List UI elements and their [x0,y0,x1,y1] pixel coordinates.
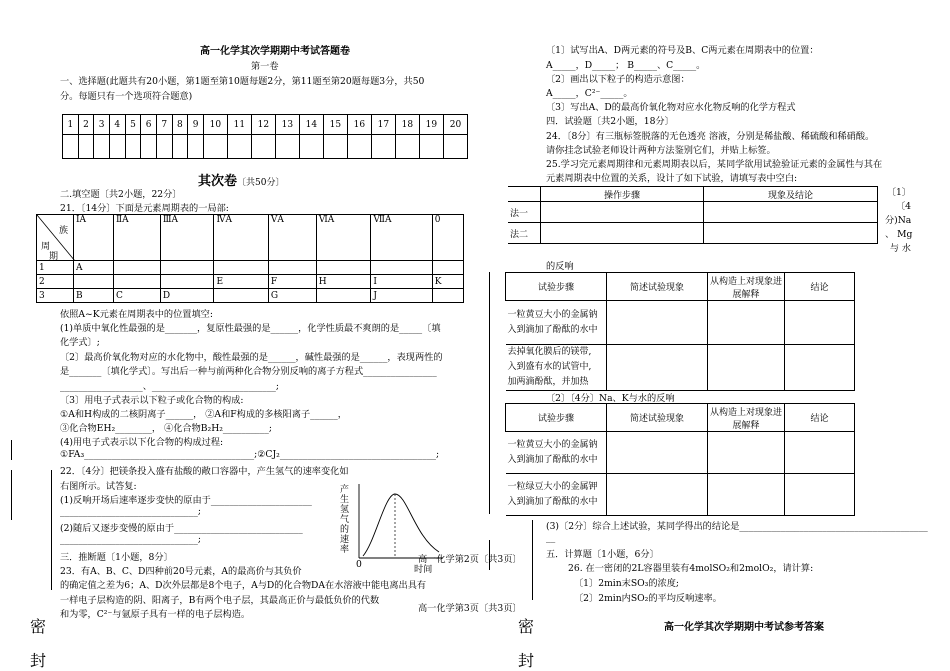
fill-line-19: 和为零，C²⁻与氩原子具有一样的电子层构造。 [60,609,251,620]
binding-mark [11,440,12,460]
group-header: ⅢA [160,215,214,261]
step-cell: 去掉氧化膜后的镁带, 入到盛有水的试管中, 加两滴酚酞，并加热 [506,345,607,391]
answer-cell[interactable] [785,345,855,391]
answer-box[interactable] [141,135,157,159]
table-header-cell: 试验步骤 [506,404,607,432]
binding-mark [489,540,490,570]
graph-x-label: 时间 [414,564,433,575]
method-row-1: 法一 [508,202,541,223]
r-line-8: 请你挂念试验老师设计两种方法鉴别它们，并贴上标签。 [546,145,776,156]
table-header-cell: 简述试验现象 [607,273,708,301]
element-cell: H [316,275,371,289]
element-cell [316,289,371,303]
group-header: ⅡA [114,215,161,261]
group-header: ⅥA [316,215,371,261]
element-cell: J [371,289,432,303]
element-cell [160,261,214,275]
fill-line-4: 〔2〕最高价氧化物对应的水化物中，酸性最强的是______，碱性最强的是______，表现两性的 [60,352,443,363]
binding-mark [532,520,533,600]
answer-number-cell: 14 [299,115,323,135]
answer-box[interactable] [323,135,347,159]
question-25: 25.学习完元素周期律和元素周期表以后，某同学欲用试验验证元素的金属性与其在 [546,159,883,170]
y-label-char: 速 [340,535,350,545]
group-header: ⅠA [74,215,114,261]
section-5-heading: 五．计算题〔1小题，6分〕 [546,549,659,560]
reaction-table-1 [505,272,855,391]
seal-char-3: 密 [518,617,535,636]
graph-y-label [340,485,352,555]
answer-cell[interactable] [607,432,708,474]
answer-box[interactable] [251,135,275,159]
volume-1-label: 第一卷 [251,61,279,72]
y-label-char: 率 [340,545,350,555]
period-number: 1 [37,261,74,275]
group-header: ⅦA [371,215,432,261]
binding-mark [51,470,52,590]
fill-line-15: (2)随后又逐步变慢的原由于____________________________ [60,523,303,534]
fill-line-18: 一样电子层构造的阴、阳离子，B有两个电子层，其最高正价与最低负价的代数 [60,595,380,606]
answer-number-cell: 13 [275,115,299,135]
r-line-11b: __ [546,532,556,543]
fill-line-1: 依照A~K元素在周期表中的位置填空: [60,309,213,320]
group-header: 0 [432,215,463,261]
answer-number-cell: 1 [63,115,79,135]
answer-number-cell: 9 [188,115,204,135]
answer-cell[interactable] [708,432,785,474]
element-cell [114,275,161,289]
side-note-line: 与 水 [889,243,911,254]
side-note-line: 分)Na [885,215,912,226]
side-note-tail: 的反响 [546,261,574,272]
method-row-2: 法二 [508,223,541,244]
r-line-3: 〔2〕画出以下粒子的构造示意图： [546,74,690,85]
method-head-result: 现象及结论 [704,187,878,202]
element-cell [432,261,463,275]
table-header-cell: 从构造上对现象进展解释 [708,404,785,432]
answer-box[interactable] [203,135,227,159]
answer-cell[interactable] [607,345,708,391]
element-cell [74,275,114,289]
element-cell: A [74,261,114,275]
table-header-cell: 结论 [785,404,855,432]
fill-line-7: 〔3〕用电子式表示以下粒子或化合物的构成: [60,395,244,406]
table-header-cell: 结论 [785,273,855,301]
reaction-table-2 [505,403,855,516]
seal-char-4: 封 [518,651,535,670]
answer-key-title: 高一化学其次学期期中考试参考答案 [664,622,824,633]
fill-line-11: ①FA₃_____________________________________;②CJ₂__________________________________; [60,449,440,460]
question-24: 24．〔8分〕有三瓶标签脱落的无色透亮 溶液，分别是稀盐酸、稀硫酸和稀硝酸。 [546,131,875,142]
step-cell: 一粒黄豆大小的金属钠 入到滴加了酚酞的水中 [506,432,607,474]
seal-char-2: 封 [30,651,47,670]
fill-line-3: 化学式〕; [60,337,100,348]
corner-cell: 族 周 期 [37,215,74,261]
answer-cell[interactable] [785,301,855,345]
question-22: 22．〔4分〕把镁条投入盛有盐酸的敞口容器中，产生氢气的速率变化如 [60,466,349,477]
fill-line-12: 右图所示。试答复: [60,481,137,492]
element-cell: G [268,289,316,303]
step-cell: 一粒绿豆大小的金属钾 入到滴加了酚酞的水中 [506,474,607,516]
fill-line-2: (1)单质中氧化性最强的是_______，复原性最强的是______，化学性质最不爽朗的是_____〔填 [60,323,441,334]
fill-line-5: 是_______〔填化学式〕。写出后一种与前两种化合物分别反响的离子方程式________________ [60,366,437,377]
element-cell: D [160,289,214,303]
group-header: ⅤA [268,215,316,261]
method-table [508,186,878,244]
answer-number-cell: 18 [395,115,419,135]
answer-number-cell: 15 [323,115,347,135]
element-cell: C [114,289,161,303]
r-line-14: 〔1〕2min末SO₃的浓度; [574,578,679,589]
period-number: 3 [37,289,74,303]
y-label-char: 气 [340,515,350,525]
element-cell [432,289,463,303]
periodic-table [36,214,464,303]
answer-cell[interactable] [607,474,708,516]
volume-2-label: 其次卷〔共50分〕 [198,174,285,189]
r-line-5: 〔3〕写出A、D的最高价氧化物对应水化物反响的化学方程式 [546,102,796,113]
binding-mark [489,272,490,514]
element-cell: B [74,289,114,303]
seal-char-1: 密 [30,617,47,636]
section-2-heading: 二.填空题〔共2小题，22分〕 [60,189,182,200]
y-label-char: 的 [340,525,350,535]
na-k-caption: 〔2〕〔4分〕Na、K与水的反响 [546,393,675,404]
element-cell [371,261,432,275]
answer-cell[interactable] [708,301,785,345]
element-cell [268,261,316,275]
answer-box[interactable] [125,135,141,159]
r-line-1: 〔1〕试写出A、D两元素的符号及B、C两元素在周期表中的位置： [546,45,819,56]
fill-line-9: ③化合物EH₂________， ④化合物B₂H₂__________; [60,423,272,434]
page-number-2: 高一化学第2页〔共3页〕 [418,554,522,565]
r-line-11: (3)〔2分〕综合上述试验，某同学得出的结论是_________________________________________ [546,521,928,532]
answer-box[interactable] [347,135,371,159]
answer-box[interactable] [94,135,110,159]
table-header-cell: 简述试验现象 [607,404,708,432]
answer-cell[interactable] [708,345,785,391]
answer-number-cell: 8 [172,115,188,135]
answer-box[interactable] [78,135,94,159]
r-line-10: 元素周期表中位置的关系，设计了如下试验，请填写表中空白: [546,173,798,184]
answer-number-cell: 19 [419,115,443,135]
period-number: 2 [37,275,74,289]
fill-line-6: __________________、___________________________; [60,381,280,392]
answer-box[interactable] [395,135,419,159]
answer-box[interactable] [371,135,395,159]
answer-number-cell: 2 [78,115,94,135]
answer-number-cell: 6 [141,115,157,135]
r-line-15: 〔2〕2min内SO₂的平均反响速率。 [574,593,722,604]
y-label-char: 生 [340,495,350,505]
r-line-2: A_____，D_____； B_____、C_____。 [546,60,706,71]
element-cell [160,275,214,289]
y-label-char: 氢 [340,505,350,515]
fill-line-14: ______________________________; [60,506,201,517]
group-header: ⅣA [214,215,268,261]
element-cell [214,289,268,303]
answer-number-cell: 20 [443,115,467,135]
fill-line-17: 的确定值之差为6；A、D次外层都是8个电子，A与D的化合物DA在水溶液中能电离出具有 [60,580,427,591]
question-26: 26. 在一密闭的2L容器里装有4molSO₂和2molO₂，请计算: [568,563,814,574]
answer-box[interactable] [188,135,204,159]
element-cell [214,261,268,275]
fill-line-13: (1)反响开场后速率逐步变快的原由于______________________ [60,495,312,506]
rate-graph [355,482,445,562]
answer-cell[interactable] [785,474,855,516]
graph-origin: 0 [356,559,362,570]
exam-title: 高一化学其次学期期中考试答题卷 [200,46,350,57]
answer-number-cell: 12 [251,115,275,135]
element-cell: I [371,275,432,289]
table-header-cell: 从构造上对现象进展解释 [708,273,785,301]
answer-number-cell: 7 [156,115,172,135]
answer-box[interactable] [299,135,323,159]
answer-number-cell: 3 [94,115,110,135]
answer-number-cell: 4 [109,115,125,135]
side-note-line: 、 Mg [885,229,913,240]
y-label-char: 产 [340,485,350,495]
question-21: 21．〔14分〕下面是元素周期表的一局部: [60,203,229,214]
answer-box[interactable] [63,135,79,159]
fill-line-10: (4)用电子式表示以下化合物的构成过程: [60,437,224,448]
element-cell [114,261,161,275]
answer-number-cell: 11 [227,115,251,135]
fill-line-8: ①A和H构成的二核阴离子______， ②A和F构成的多核阳离子______， [60,409,347,420]
fill-line-16: ______________________________; [60,534,201,545]
side-note [885,186,911,256]
answer-number-cell: 5 [125,115,141,135]
answer-box[interactable] [275,135,299,159]
method-head-steps: 操作步骤 [541,187,704,202]
element-cell [316,261,371,275]
answer-cell[interactable] [708,474,785,516]
answer-cell[interactable] [607,301,708,345]
step-cell: 一粒黄豆大小的金属钠 入到滴加了酚酞的水中 [506,301,607,345]
answer-box[interactable] [443,135,467,159]
answer-box[interactable] [109,135,125,159]
side-note-line: 〔1〕 [886,187,911,198]
section-1-heading-cont: 分。每题只有一个选项符合题意) [60,91,193,102]
answer-number-cell: 10 [203,115,227,135]
question-23: 23．有A、B、C、D四种前20号元素，A的最高价与其负价 [60,566,302,577]
answer-box[interactable] [419,135,443,159]
answer-box[interactable] [227,135,251,159]
section-3-heading: 三．推断题〔1小题，8分〕 [60,552,173,563]
answer-number-cell: 16 [347,115,371,135]
element-cell: K [432,275,463,289]
element-cell: E [214,275,268,289]
table-header-cell: 试验步骤 [506,273,607,301]
section-4-heading: 四．试验题〔共2小题，18分〕 [546,116,674,127]
r-line-4: A_____，C²⁻_____。 [546,88,633,99]
answer-number-cell: 17 [371,115,395,135]
section-1-heading: 一、选择题(此题共有20小题，第1题至第10题每题2分，第11题至第20题每题3分，共50 [60,76,425,87]
page-number-3: 高一化学第3页〔共3页〕 [418,603,522,614]
binding-mark [11,470,12,520]
answer-box[interactable] [156,135,172,159]
answer-cell[interactable] [785,432,855,474]
answer-grid [62,114,468,159]
element-cell: F [268,275,316,289]
side-note-line: 〔4 [895,201,911,212]
answer-box[interactable] [172,135,188,159]
